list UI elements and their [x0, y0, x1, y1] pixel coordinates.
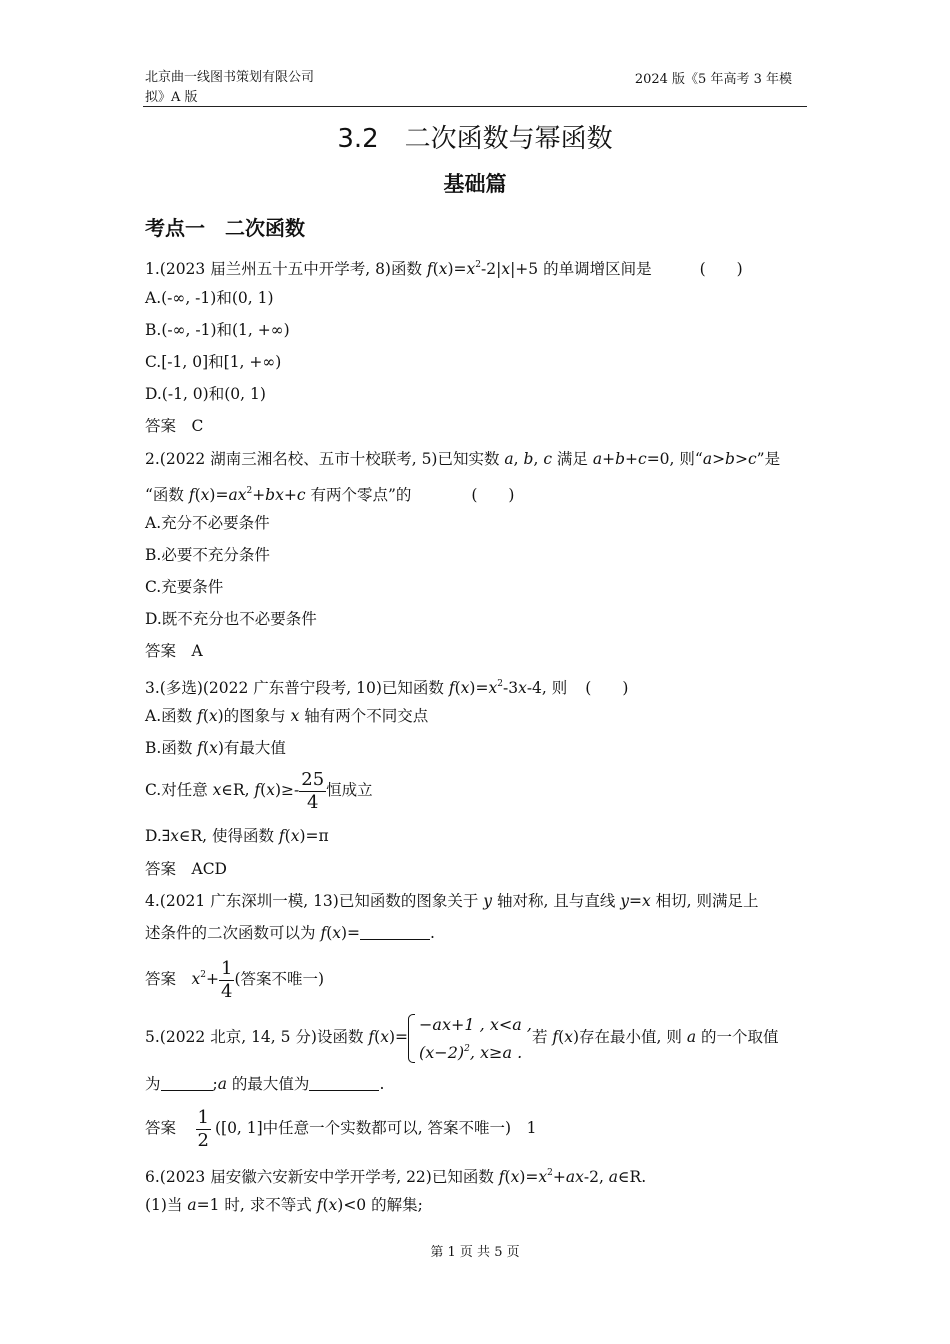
- q4-answer-blank[interactable]: [360, 924, 430, 940]
- q5-blank-1[interactable]: [161, 1075, 213, 1091]
- q1-bracket: ( ): [699, 260, 743, 278]
- q2-bracket: ( ): [471, 486, 515, 504]
- q3-answer: 答案 ACD: [145, 860, 227, 878]
- q2-stem-line2: “函数 $f(x)=ax^2+bx+c$ 有两个零点”的 ( ): [145, 486, 515, 504]
- q5-fraction: $\frac{1}{2}$: [197, 1106, 209, 1151]
- header-right: 2024 版《5 年高考 3 年模: [634, 72, 792, 87]
- q1-stem: 1.(2023 届兰州五十五中开学考, 8)函数 $f(x)=x^2-2|x|+5$ 的单调增区间是 ( ): [145, 260, 743, 278]
- q2-stem-line1: 2.(2022 湖南三湘名校、五市十校联考, 5)已知实数 a, b, c 满足 a+b+c=0, 则“a>b>c”是: [145, 450, 781, 468]
- q4-answer: 答案 $x^2+$ $\frac{1}{4}$ (答案不唯一): [145, 957, 325, 1002]
- q5-blank-2[interactable]: [309, 1075, 379, 1091]
- q2-option-a: A.充分不必要条件: [145, 514, 270, 532]
- q1-option-d: D.(-1, 0)和(0, 1): [145, 385, 266, 403]
- header-book-suffix: 拟》A 版: [145, 90, 198, 105]
- page-footer: 第 1 页 共 5 页: [430, 1245, 520, 1260]
- q4-stem-line2: 述条件的二次函数可以为 f(x)= .: [145, 924, 435, 942]
- q3-bracket: ( ): [585, 679, 629, 697]
- q1-answer: 答案 C: [145, 417, 204, 435]
- q5-stem-line1: 5.(2022 北京, 14, 5 分)设函数 f(x)= −ax+1 , x<a , $(x-2)^2$, x≥a . 若 f(x)存在最小值, 则 a 的一个取值: [145, 1010, 779, 1065]
- q3-fraction: $\frac{25}{4}$: [301, 768, 325, 813]
- q5-piecewise: −ax+1 , x<a , $(x-2)^2$, x≥a .: [408, 1012, 532, 1065]
- q2-option-c: C.充要条件: [145, 578, 224, 596]
- header-divider: [143, 106, 807, 107]
- q1-option-a: A.(-∞, -1)和(0, 1): [145, 289, 274, 307]
- q3-stem: 3.(多选)(2022 广东普宁段考, 10)已知函数 $f(x)=x^2-3x-4$, 则 ( ): [145, 679, 629, 697]
- q3-option-c: C.对任意 x∈R, f(x)≥- $\frac{25}{4}$ 恒成立: [145, 768, 373, 813]
- q4-stem-line1: 4.(2021 广东深圳一模, 13)已知函数的图象关于 y 轴对称, 且与直线 y=x 相切, 则满足上: [145, 892, 759, 910]
- page-subtitle: 基础篇: [443, 172, 507, 196]
- page-title: 3.2 二次函数与幂函数: [337, 124, 613, 154]
- q6-sub1: (1)当 a=1 时, 求不等式 f(x)<0 的解集;: [145, 1196, 423, 1214]
- q1-option-b: B.(-∞, -1)和(1, +∞): [145, 321, 290, 339]
- q2-answer: 答案 A: [145, 642, 203, 660]
- q3-option-b: B.函数 f(x)有最大值: [145, 739, 286, 757]
- q2-option-b: B.必要不充分条件: [145, 546, 270, 564]
- q3-option-d: D.∃x∈R, 使得函数 f(x)=π: [145, 827, 329, 845]
- q4-fraction: $\frac{1}{4}$: [221, 957, 233, 1002]
- q3-option-a: A.函数 f(x)的图象与 x 轴有两个不同交点: [145, 707, 429, 725]
- q5-answer: 答案 $\frac{1}{2}$ ([0, 1]中任意一个实数都可以, 答案不唯一) 1: [145, 1106, 537, 1151]
- header-left: [145, 68, 314, 108]
- section-heading: 考点一 二次函数: [145, 216, 305, 240]
- q5-stem-line2: 为 ;a 的最大值为 .: [145, 1075, 385, 1093]
- q6-stem: 6.(2023 届安徽六安新安中学开学考, 22)已知函数 $f(x)=x^2+ax-2$, a∈R.: [145, 1168, 647, 1186]
- left-brace-icon: [408, 1014, 415, 1063]
- q2-option-d: D.既不充分也不必要条件: [145, 610, 317, 628]
- header-company: 北京曲一线图书策划有限公司: [145, 70, 315, 85]
- q1-option-c: C.[-1, 0]和[1, +∞): [145, 353, 282, 371]
